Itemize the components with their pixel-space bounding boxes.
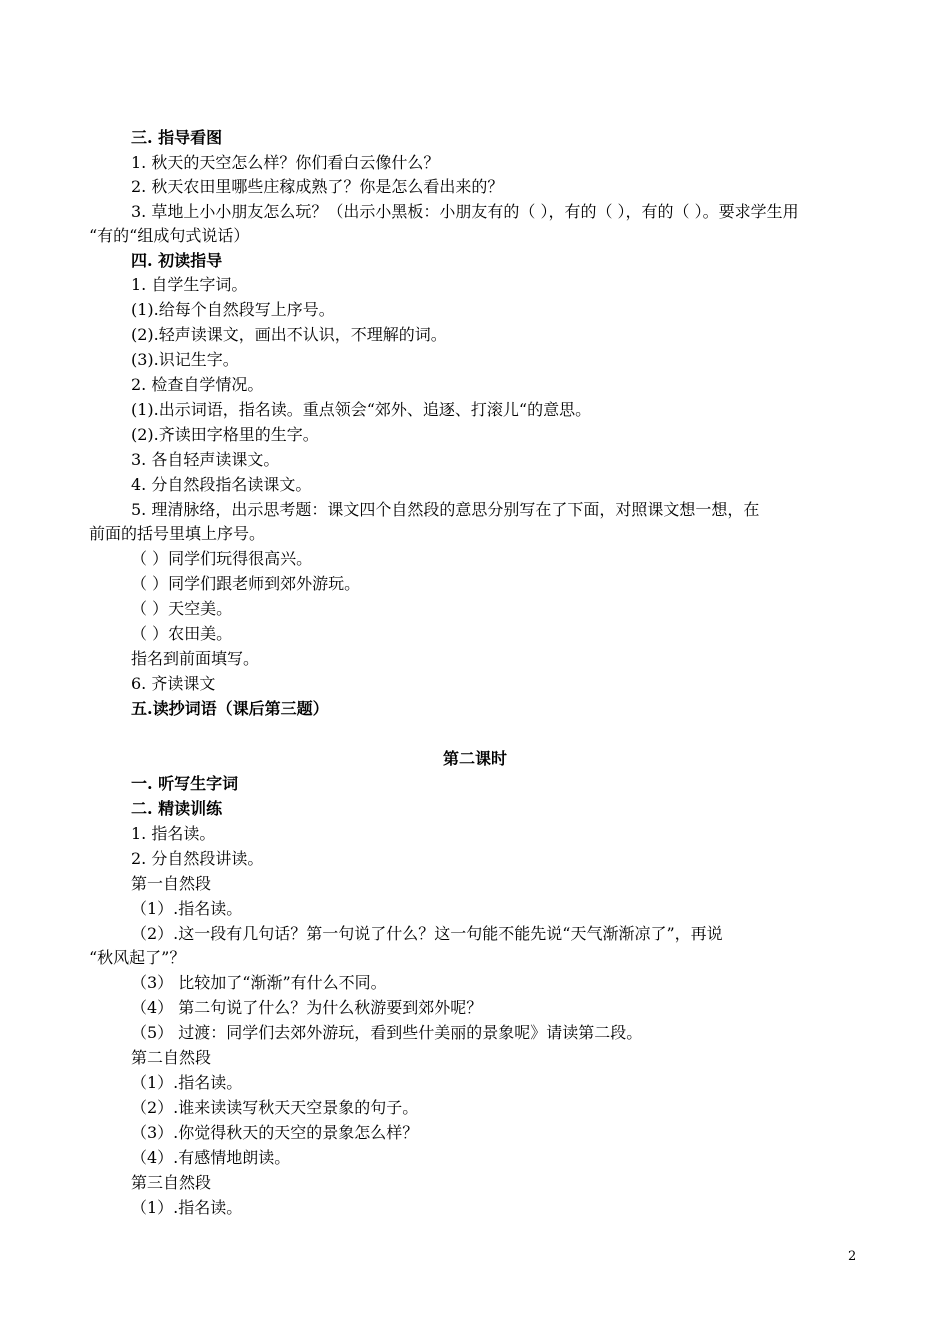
text-line: (2).齐读田字格里的生字。	[131, 425, 319, 444]
text-line: （ ）同学们玩得很高兴。	[131, 549, 313, 568]
text-line: 2. 分自然段讲读。	[131, 849, 264, 868]
text-line: （3）.你觉得秋天的天空的景象怎么样？	[131, 1123, 419, 1142]
text-line: 3. 草地上小小朋友怎么玩？（出示小黑板：小朋友有的（ ），有的（ ），有的（ ）。要求学生用	[131, 202, 799, 221]
text-line: 指名到前面填写。	[131, 649, 260, 668]
text-line: （3） 比较加了“渐渐”有什么不同。	[131, 973, 387, 992]
text-line: (2).轻声读课文，画出不认识，不理解的词。	[131, 325, 447, 344]
section-heading-1: 一. 听写生字词	[131, 774, 239, 793]
text-line: 1. 秋天的天空怎么样？你们看白云像什么？	[131, 153, 440, 172]
text-line: （1）.指名读。	[131, 1198, 243, 1217]
text-line: 2. 秋天农田里哪些庄稼成熟了？你是怎么看出来的？	[131, 177, 504, 196]
text-line: （2）.这一段有几句话？第一句说了什么？这一句能不能先说“天气渐渐凉了”，再说	[131, 924, 723, 943]
text-line: 1. 指名读。	[131, 824, 216, 843]
section-heading-4: 四. 初读指导	[131, 251, 223, 270]
text-line: （2）.谁来读读写秋天天空景象的句子。	[131, 1098, 419, 1117]
text-line: 3. 各自轻声读课文。	[131, 450, 280, 469]
text-line: （ ）农田美。	[131, 624, 233, 643]
text-line: 6. 齐读课文	[131, 674, 216, 693]
text-line: （1）.指名读。	[131, 899, 243, 918]
text-line: （ ）同学们跟老师到郊外游玩。	[131, 574, 361, 593]
section-heading-2: 二. 精读训练	[131, 799, 223, 818]
text-line: 4. 分自然段指名读课文。	[131, 475, 312, 494]
text-line: 1. 自学生字词。	[131, 275, 248, 294]
text-line: “有的“组成句式说话）	[89, 226, 250, 245]
text-line: 第二自然段	[131, 1048, 212, 1067]
text-line: (1).给每个自然段写上序号。	[131, 300, 335, 319]
section-heading-5: 五.读抄词语（课后第三题）	[131, 699, 329, 718]
text-line: 2. 检查自学情况。	[131, 375, 264, 394]
text-line: “秋风起了”？	[89, 948, 186, 967]
lesson-title: 第二课时	[442, 749, 507, 768]
section-heading-3: 三. 指导看图	[131, 128, 223, 147]
text-line: 第三自然段	[131, 1173, 212, 1192]
text-line: (1).出示词语，指名读。重点领会“郊外、追逐、打滚儿“的意思。	[131, 400, 592, 419]
text-line: （5） 过渡：同学们去郊外游玩，看到些什美丽的景象呢》请读第二段。	[131, 1023, 643, 1042]
text-line: 第一自然段	[131, 874, 212, 893]
text-line: （4） 第二句说了什么？为什么秋游要到郊外呢？	[131, 998, 483, 1017]
text-line: 5. 理清脉络，出示思考题：课文四个自然段的意思分别写在了下面，对照课文想一想，在	[131, 500, 760, 519]
text-line: (3).识记生字。	[131, 350, 239, 369]
text-line: 前面的括号里填上序号。	[89, 524, 266, 543]
page-number: 2	[848, 1249, 857, 1264]
text-line: （4）.有感情地朗读。	[131, 1148, 291, 1167]
text-line: （1）.指名读。	[131, 1073, 243, 1092]
text-line: （ ）天空美。	[131, 599, 233, 618]
